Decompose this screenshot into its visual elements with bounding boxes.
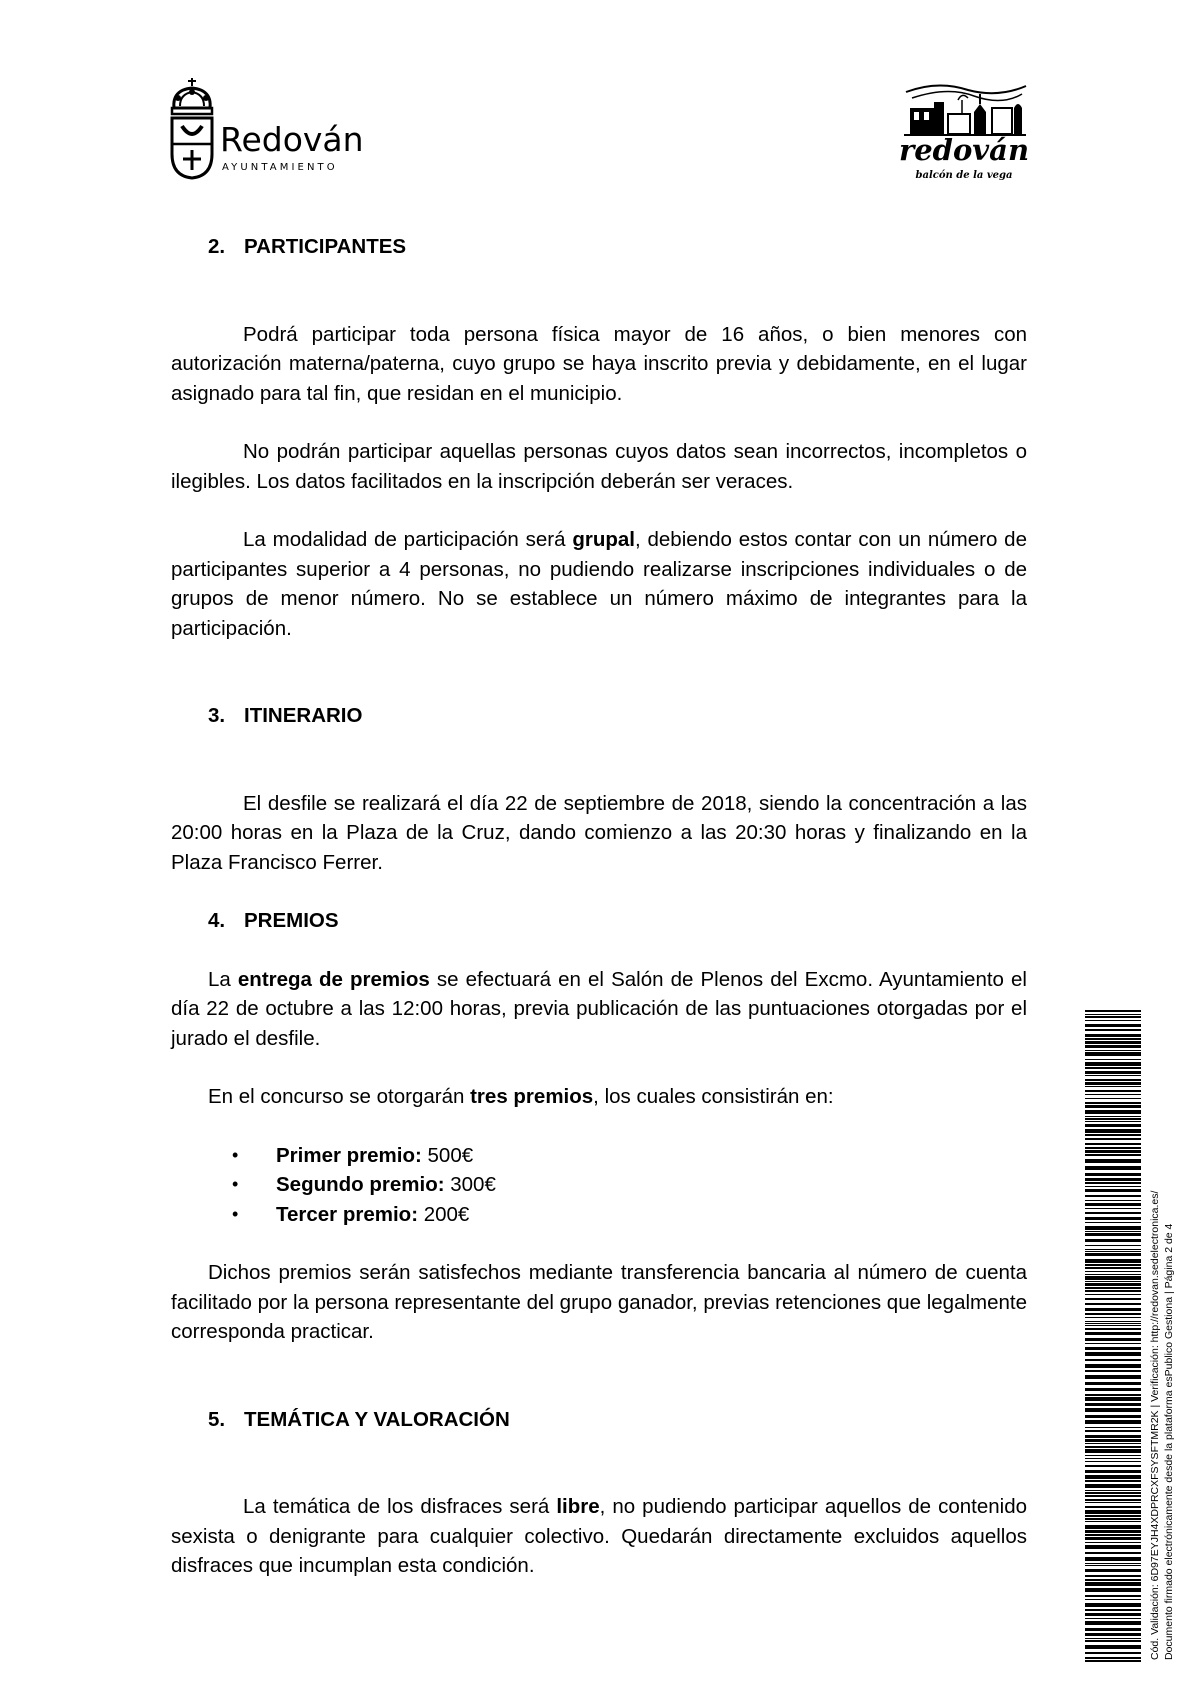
barcode-bar [1085, 1455, 1141, 1456]
barcode-bar [1085, 1420, 1141, 1424]
barcode-bar [1085, 1150, 1141, 1153]
validation-line: Documento firmado electrónicamente desde la plataforma esPublico Gestiona | Página 2 de 4 [1163, 1223, 1175, 1660]
list-item: • Segundo premio: 300€ [276, 1170, 1027, 1200]
barcode-bar [1085, 1041, 1141, 1044]
barcode-bar [1085, 1290, 1141, 1292]
validation-line: Cód. Validación: 6D97EYJH4XDPRCXFSYSFTMR2K | Verificación: http://redovan.sedelectronica.es/ [1149, 1190, 1161, 1660]
barcode-bar [1085, 1271, 1141, 1272]
barcode-icon [1085, 1010, 1141, 1662]
barcode-bar [1085, 1287, 1141, 1289]
barcode-bar [1085, 1016, 1141, 1018]
barcode-bar [1085, 1563, 1141, 1564]
barcode-bar [1085, 1660, 1141, 1662]
barcode-bar [1085, 1565, 1141, 1566]
barcode-bar [1085, 1427, 1141, 1428]
barcode-bar [1085, 1397, 1141, 1401]
barcode-bar [1085, 1499, 1141, 1501]
logo-town-name: Redován [220, 120, 364, 159]
barcode-bar [1085, 1116, 1141, 1117]
barcode-bar [1085, 1359, 1141, 1361]
barcode-bar [1085, 1079, 1141, 1081]
barcode-bar [1085, 1475, 1141, 1479]
barcode-bar [1085, 1638, 1141, 1639]
barcode-bar [1085, 1618, 1141, 1619]
barcode-bar [1085, 1325, 1141, 1326]
barcode-bar [1085, 1245, 1141, 1246]
barcode-bar [1085, 1233, 1141, 1236]
barcode-bar [1085, 1375, 1141, 1379]
logo-town-script: redován [898, 133, 1030, 167]
barcode-bar [1085, 1124, 1141, 1127]
barcode-bar [1085, 1343, 1141, 1344]
barcode-bar [1085, 1603, 1141, 1607]
barcode-bar [1085, 1338, 1141, 1341]
barcode-bar [1085, 1138, 1141, 1140]
barcode-bar [1085, 1121, 1141, 1122]
validation-text [1148, 1010, 1176, 1660]
barcode-bar [1085, 1415, 1141, 1418]
paragraph: Dichos premios serán satisfechos mediante transferencia bancaria al número de cuenta facilitado por la persona representante del grupo ganador, previas retenciones que legalmente corresponda practicar. [171, 1261, 1027, 1343]
barcode-bar [1085, 1217, 1141, 1220]
barcode-bar [1085, 1094, 1141, 1095]
barcode-bar [1085, 1609, 1141, 1611]
barcode-bar [1085, 1461, 1141, 1462]
barcode-bar [1085, 1226, 1141, 1230]
barcode-bar [1085, 1518, 1141, 1520]
paragraph: La modalidad de participación será grupal, debiendo estos contar con un número de participantes superior a 4 personas, no pudiendo realizarse inscripciones individuales o de grupos de menor número. No se establece un número máximo de integrantes para la participación. [171, 528, 1027, 640]
section-heading-participantes [208, 232, 1027, 262]
barcode-bar [1085, 1134, 1141, 1136]
section-title: ITINERARIO [244, 704, 363, 727]
barcode-bar [1085, 1118, 1141, 1120]
barcode-bar [1085, 1010, 1141, 1012]
section-number: 4. [208, 909, 226, 932]
barcode-bar [1085, 1281, 1141, 1282]
bullet-icon: • [232, 1144, 239, 1165]
barcode-bar [1085, 1222, 1141, 1223]
barcode-bar [1085, 1251, 1141, 1252]
barcode-bar [1085, 1052, 1141, 1056]
barcode-bar [1085, 1090, 1141, 1092]
barcode-bar [1085, 1249, 1141, 1250]
barcode-bar [1085, 1575, 1141, 1577]
prize-list [171, 1141, 1027, 1230]
barcode-bar [1085, 1166, 1141, 1170]
paragraph: No podrán participar aquellas personas cuyos datos sean incorrectos, incompletos o ilegibles. Los datos facilitados en la inscripción deberán ser veraces. [171, 440, 1027, 493]
barcode-bar [1085, 1014, 1141, 1015]
barcode-bar [1085, 1024, 1141, 1027]
barcode-bar [1085, 1189, 1141, 1192]
barcode-bar [1085, 1382, 1141, 1385]
barcode-bar [1085, 1045, 1141, 1048]
barcode-bar [1085, 1105, 1141, 1108]
bold-term: grupal [572, 528, 635, 551]
barcode-bar [1085, 1403, 1141, 1406]
section-title: PARTICIPANTES [244, 235, 407, 258]
paragraph: Podrá participar toda persona física mayor de 16 años, o bien menores con autorización materna/paterna, cuyo grupo se haya inscrito previa y debidamente, en el lugar asignado para tal fin, que residan en el municipio. [171, 322, 1027, 405]
document-body [171, 232, 1027, 1581]
barcode-bar [1085, 1443, 1141, 1444]
barcode-bar [1085, 1633, 1141, 1636]
barcode-bar [1085, 1449, 1141, 1453]
section-number: 5. [208, 1407, 226, 1431]
barcode-bar [1085, 1317, 1141, 1318]
barcode-bar [1085, 1640, 1141, 1642]
barcode-bar [1085, 1628, 1141, 1631]
barcode-bar [1085, 1259, 1141, 1263]
barcode-bar [1085, 1195, 1141, 1197]
barcode-bar [1085, 1394, 1141, 1396]
barcode-bar [1085, 1323, 1141, 1324]
barcode-bar [1085, 1588, 1141, 1592]
barcode-bar [1085, 1521, 1141, 1522]
barcode-bar [1085, 1537, 1141, 1540]
paragraph: La temática de los disfraces será libre, no pudiendo participar aquellos de contenido sexista o denigrante para cualquier colectivo. Quedarán directamente excluidos aquellos disfraces que incumplan esta condición. [171, 1495, 1027, 1577]
barcode-bar [1085, 1613, 1141, 1616]
barcode-bar [1085, 1645, 1141, 1649]
section-heading-itinerario [208, 701, 1027, 731]
barcode-bar [1085, 1332, 1141, 1335]
barcode-bar [1085, 1034, 1141, 1037]
barcode-bar [1085, 1283, 1141, 1286]
barcode-bar [1085, 1552, 1141, 1554]
barcode-bar [1085, 1439, 1141, 1442]
section-title: PREMIOS [244, 909, 339, 932]
barcode-bar [1085, 1208, 1141, 1209]
barcode-bar [1085, 1446, 1141, 1448]
barcode-bar [1085, 1159, 1141, 1163]
section-number: 3. [208, 704, 226, 727]
barcode-bar [1085, 1408, 1141, 1412]
barcode-bar [1085, 1050, 1141, 1051]
barcode-bar [1085, 1370, 1141, 1372]
barcode-bar [1085, 1200, 1141, 1201]
barcode-bar [1085, 1484, 1141, 1488]
barcode-bar [1085, 1502, 1141, 1503]
paragraph: La entrega de premios se efectuará en el Salón de Plenos del Excmo. Ayuntamiento el día 22 de octubre a las 12:00 horas, previa publicación de las puntuaciones otorgadas por el jurado el desfile. [171, 967, 1027, 1050]
barcode-bar [1085, 1595, 1141, 1597]
paragraph: El desfile se realizará el día 22 de septiembre de 2018, siendo la concentración a las 20:00 horas en la Plaza de la Cruz, dando comienzo a las 20:30 horas y finalizando en la Plaza Francisco Ferrer. [171, 791, 1027, 874]
barcode-bar [1085, 1020, 1141, 1021]
barcode-bar [1085, 1212, 1141, 1214]
ayuntamiento-logo [168, 76, 368, 186]
paragraph: En el concurso se otorgarán tres premios, los cuales consistirán en: [208, 1085, 834, 1108]
barcode-bar [1085, 1321, 1141, 1322]
barcode-bar [1085, 1557, 1141, 1561]
barcode-bar [1085, 1182, 1141, 1184]
barcode-bar [1085, 1542, 1141, 1543]
section-heading-tematica [208, 1405, 1027, 1435]
barcode-bar [1085, 1059, 1141, 1060]
barcode-bar [1085, 1308, 1141, 1311]
barcode-bar [1085, 1599, 1141, 1600]
barcode-bar [1085, 1082, 1141, 1085]
barcode-bar [1085, 1173, 1141, 1176]
barcode-bar [1085, 1534, 1141, 1536]
logo-subtitle: AYUNTAMIENTO [222, 162, 338, 173]
barcode-bar [1085, 1067, 1141, 1069]
bold-term: tres premios [470, 1085, 594, 1108]
barcode-bar [1085, 1298, 1141, 1300]
bold-term: libre [556, 1495, 600, 1518]
barcode-bar [1085, 1264, 1141, 1266]
barcode-bar [1085, 1388, 1141, 1391]
barcode-bar [1085, 1239, 1141, 1242]
barcode-bar [1085, 1525, 1141, 1529]
barcode-bar [1085, 1102, 1141, 1104]
barcode-bar [1085, 1652, 1141, 1654]
bold-term: entrega de premios [237, 967, 430, 991]
barcode-bar [1085, 1143, 1141, 1145]
list-item: • Primer premio: 500€ [276, 1141, 1027, 1171]
barcode-bar [1085, 1495, 1141, 1497]
section-heading-premios [208, 906, 1027, 936]
barcode-bar [1085, 1582, 1141, 1586]
barcode-bar [1085, 1129, 1141, 1133]
section-title: TEMÁTICA Y VALORACIÓN [244, 1407, 510, 1431]
logo-tagline: balcón de la vega [915, 170, 1013, 181]
barcode-bar [1085, 1621, 1141, 1625]
barcode-bar [1085, 1038, 1141, 1040]
barcode-bar [1085, 1515, 1141, 1517]
barcode-bar [1085, 1154, 1141, 1156]
barcode-bar [1085, 1086, 1141, 1087]
list-item: • Tercer premio: 200€ [276, 1200, 1027, 1230]
barcode-bar [1085, 1458, 1141, 1459]
barcode-bar [1085, 1029, 1141, 1031]
barcode-bar [1085, 1203, 1141, 1206]
barcode-bar [1085, 1530, 1141, 1533]
barcode-bar [1085, 1231, 1141, 1232]
barcode-bar [1085, 1186, 1141, 1187]
barcode-bar [1085, 1294, 1141, 1295]
barcode-bar [1085, 1352, 1141, 1356]
barcode-bar [1085, 1274, 1141, 1275]
bullet-icon: • [232, 1203, 239, 1224]
barcode-bar [1085, 1569, 1141, 1572]
town-skyline-icon [898, 78, 1030, 138]
barcode-bar [1085, 1364, 1141, 1368]
barcode-bar [1085, 1506, 1141, 1508]
barcode-bar [1085, 1253, 1141, 1256]
tourism-logo [898, 78, 1030, 184]
barcode-bar [1085, 1490, 1141, 1491]
barcode-bar [1085, 1465, 1141, 1467]
barcode-bar [1085, 1430, 1141, 1432]
barcode-bar [1085, 1110, 1141, 1114]
barcode-bar [1085, 1347, 1141, 1350]
bullet-icon: • [232, 1174, 239, 1194]
barcode-bar [1085, 1657, 1141, 1659]
barcode-bar [1085, 1480, 1141, 1482]
barcode-bar [1085, 1071, 1141, 1074]
barcode-bar [1085, 1510, 1141, 1514]
barcode-bar [1085, 1435, 1141, 1438]
barcode-bar [1085, 1178, 1141, 1181]
barcode-bar [1085, 1276, 1141, 1280]
barcode-bar [1085, 1470, 1141, 1473]
barcode-bar [1085, 1098, 1141, 1099]
coat-of-arms-icon [168, 76, 216, 180]
barcode-bar [1085, 1545, 1141, 1549]
barcode-bar [1085, 1492, 1141, 1494]
barcode-bar [1085, 1075, 1141, 1076]
section-number: 2. [208, 235, 226, 258]
barcode-bar [1085, 1313, 1141, 1315]
barcode-bar [1085, 1147, 1141, 1149]
barcode-bar [1085, 1579, 1141, 1581]
barcode-bar [1085, 1303, 1141, 1305]
barcode-bar [1085, 1328, 1141, 1330]
barcode-bar [1085, 1062, 1141, 1066]
barcode-bar [1085, 1267, 1141, 1269]
